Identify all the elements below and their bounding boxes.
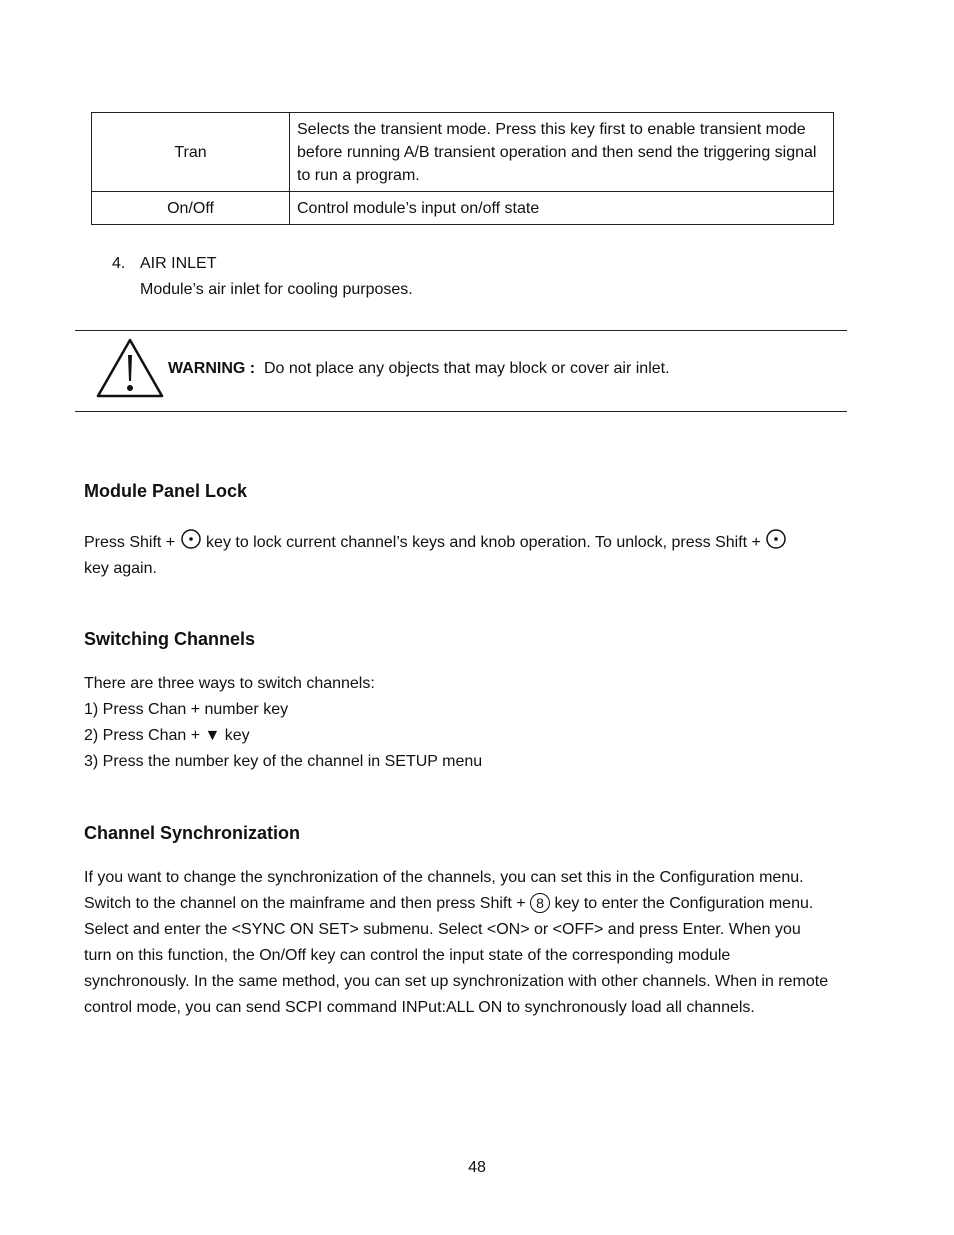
section-heading: Switching Channels (84, 629, 256, 649)
text-span: If you want to change the synchronization of the channels, you can set this in the Configuration menu. Switch to the channel on the mainframe and then press Shift + (84, 869, 804, 912)
item-title: AIR INLET (140, 255, 217, 272)
switching-paragraph (84, 671, 829, 775)
key-name-cell: Tran (92, 113, 290, 192)
section-heading: Channel Synchronization (84, 823, 301, 843)
warning-icon (95, 337, 165, 399)
key-name-cell: On/Off (92, 192, 290, 225)
text-span: key to lock current channel’s keys and knob operation. To unlock, press Shift + (201, 534, 766, 551)
text-span: key to enter the Configuration menu. Select and enter the <SYNC ON SET> submenu. Select <ON> or <OFF> and press Enter. When you turn on this function, the On/Off key can control the input state of the corresponding module synchronously. In the same method, you can set up synchronization with other channels. When in remote control mode, you can send SCPI command INPut:ALL ON to synchronously load all channels. (84, 895, 829, 1016)
list-item: 3) Press the number key of the channel in SETUP menu (84, 753, 483, 770)
item-number: 4. (112, 255, 126, 272)
air-inlet-item (112, 251, 413, 303)
item-description: Module’s air inlet for cooling purposes. (140, 281, 413, 298)
key-function-table (91, 112, 834, 225)
lock-key-icon (180, 528, 202, 550)
key-description-cell: Selects the transient mode. Press this key first to enable transient mode before running A/B transient operation and then send the triggering signal to run a program. (290, 113, 834, 192)
list-item: 2) Press Chan + ▼ key (84, 727, 250, 744)
key-description-cell: Control module’s input on/off state (290, 192, 834, 225)
panel-lock-paragraph (84, 528, 829, 582)
page-number: 48 (468, 1159, 486, 1176)
text-line: There are three ways to switch channels: (84, 675, 375, 692)
table-row (92, 192, 834, 225)
section-heading: Module Panel Lock (84, 481, 248, 501)
list-item: 1) Press Chan + number key (84, 701, 289, 718)
lock-key-icon (765, 528, 787, 550)
text-span: Press Shift + (84, 534, 180, 551)
warning-label: WARNING : (168, 360, 256, 377)
sync-paragraph (84, 865, 829, 1021)
text-span: key again. (84, 560, 157, 577)
key-8-icon: 8 (530, 893, 550, 913)
warning-text (168, 357, 670, 381)
table-row (92, 113, 834, 192)
warning-message: Do not place any objects that may block or cover air inlet. (264, 360, 670, 377)
warning-box (75, 330, 847, 412)
